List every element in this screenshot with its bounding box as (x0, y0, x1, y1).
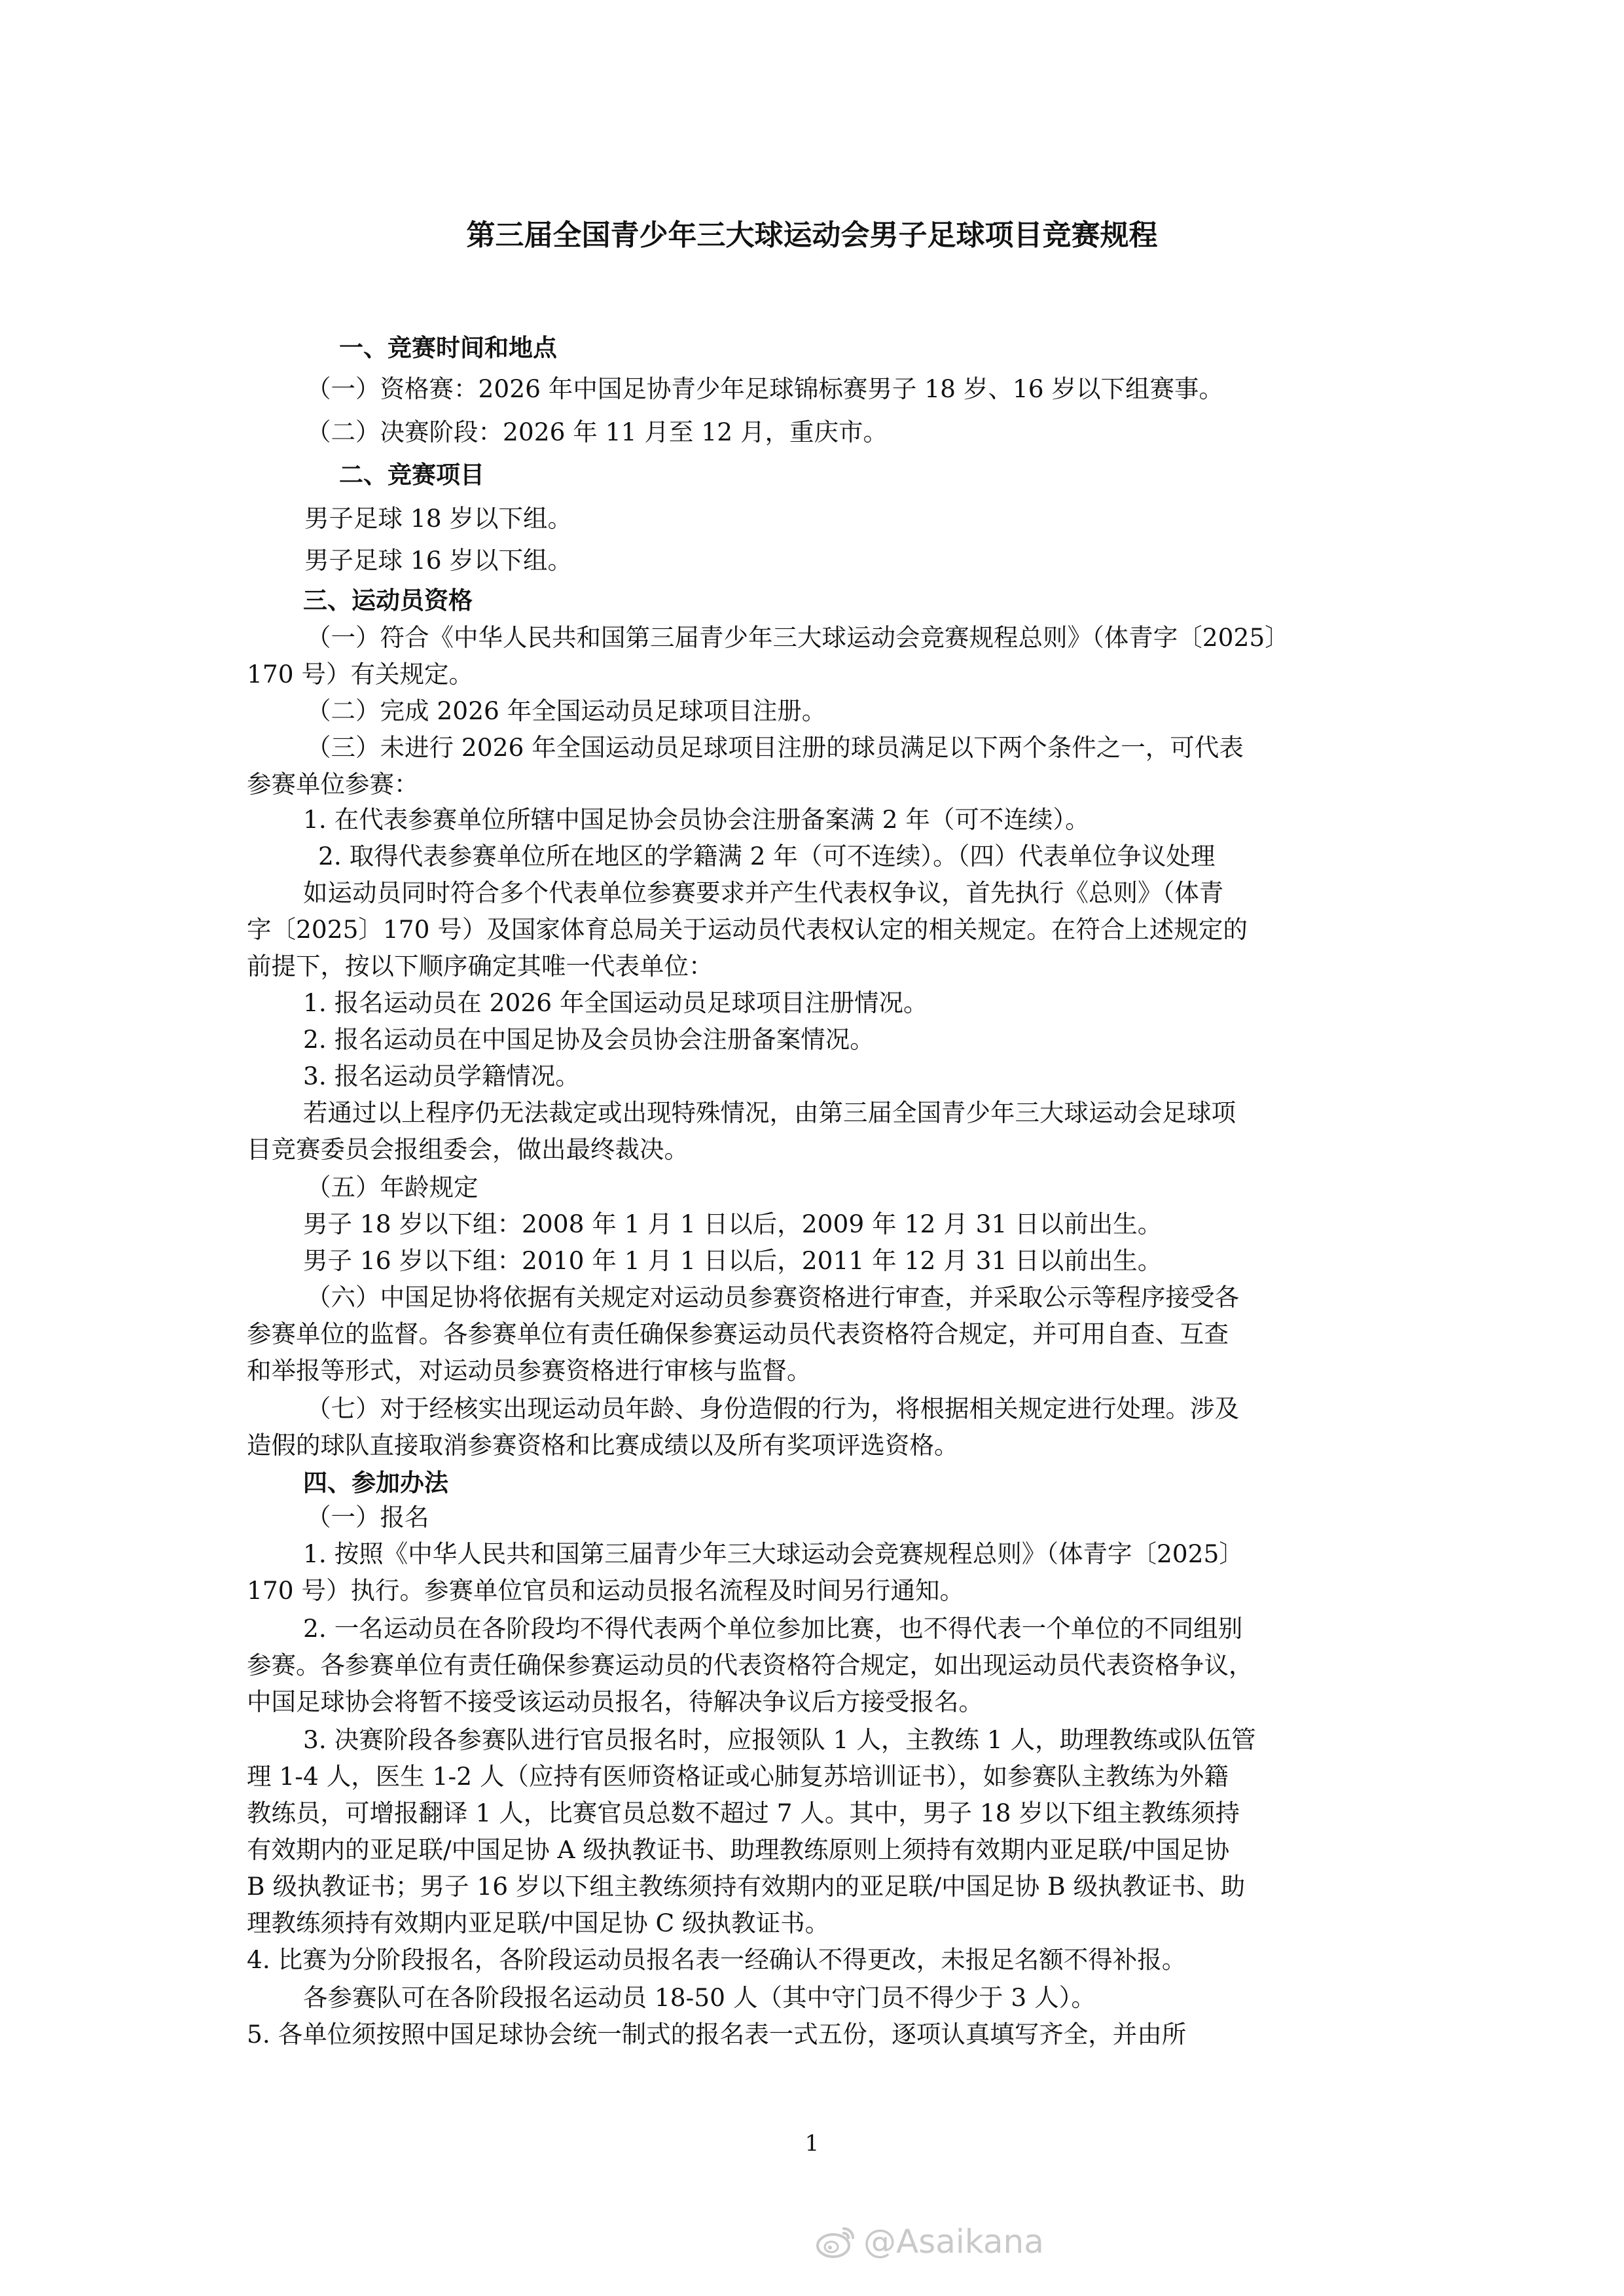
body-line: （六）中国足协将依据有关规定对运动员参赛资格进行审查，并采取公示等程序接受各 (306, 1283, 1239, 1312)
body-line: 有效期内的亚足联/中国足协 A 级执教证书、助理教练原则上须持有效期内亚足联/中国足协 (247, 1835, 1230, 1864)
section-heading-2: 二、竞赛项目 (339, 461, 484, 489)
body-line: 1. 报名运动员在 2026 年全国运动员足球项目注册情况。 (303, 988, 928, 1017)
body-line: 1. 按照《中华人民共和国第三届青少年三大球运动会竞赛规程总则》（体青字〔2025〕 (303, 1539, 1244, 1568)
body-line: 目竞赛委员会报组委会，做出最终裁决。 (247, 1135, 689, 1164)
body-line: 参赛单位参赛： (247, 770, 419, 798)
body-line: （一）报名 (306, 1503, 429, 1532)
body-line: 2. 取得代表参赛单位所在地区的学籍满 2 年（可不连续）。（四）代表单位争议处理 (318, 842, 1216, 870)
body-line: 男子 18 岁以下组：2008 年 1 月 1 日以后，2009 年 12 月 31 日以前出生。 (303, 1210, 1163, 1238)
body-line: 和举报等形式，对运动员参赛资格进行审核与监督。 (247, 1356, 812, 1385)
body-line: （二）完成 2026 年全国运动员足球项目注册。 (306, 696, 827, 725)
body-line: 170 号）执行。参赛单位官员和运动员报名流程及时间另行通知。 (247, 1576, 964, 1605)
body-line: 2. 报名运动员在中国足协及会员协会注册备案情况。 (303, 1025, 875, 1054)
section-heading-3: 三、运动员资格 (303, 586, 473, 615)
body-line: 3. 决赛阶段各参赛队进行官员报名时，应报领队 1 人，主教练 1 人，助理教练或队伍管 (303, 1725, 1256, 1754)
body-line: （五）年龄规定 (306, 1173, 478, 1202)
page-number: 1 (804, 2130, 820, 2157)
body-line: 理教练须持有效期内亚足联/中国足协 C 级执教证书。 (247, 1909, 830, 1937)
watermark (815, 2214, 1044, 2270)
body-line: 参赛。各参赛单位有责任确保参赛运动员的代表资格符合规定，如出现运动员代表资格争议， (247, 1651, 1254, 1679)
body-line: （七）对于经核实出现运动员年龄、身份造假的行为，将根据相关规定进行处理。涉及 (306, 1394, 1239, 1423)
body-line: 170 号）有关规定。 (247, 660, 473, 689)
body-line: 1. 在代表参赛单位所辖中国足协会员协会注册备案满 2 年（可不连续）。 (303, 805, 1090, 834)
body-line: 男子足球 16 岁以下组。 (304, 546, 573, 575)
body-line: 教练员，可增报翻译 1 人，比赛官员总数不超过 7 人。其中，男子 18 岁以下组主教练须持 (247, 1799, 1240, 1827)
body-line: （三）未进行 2026 年全国运动员足球项目注册的球员满足以下两个条件之一，可代表 (306, 733, 1244, 762)
watermark-text: @Asaikana (863, 2223, 1044, 2261)
body-line: 2. 一名运动员在各阶段均不得代表两个单位参加比赛，也不得代表一个单位的不同组别 (303, 1614, 1243, 1643)
body-line: 男子足球 18 岁以下组。 (304, 504, 573, 533)
body-line: 前提下，按以下顺序确定其唯一代表单位： (247, 952, 713, 980)
body-line: 5. 各单位须按照中国足球协会统一制式的报名表一式五份，逐项认真填写齐全，并由所 (247, 2020, 1187, 2049)
body-line: B 级执教证书；男子 16 岁以下组主教练须持有效期内的亚足联/中国足协 B 级执教证书、助 (247, 1872, 1246, 1901)
body-line: 男子 16 岁以下组：2010 年 1 月 1 日以后，2011 年 12 月 31 日以前出生。 (303, 1246, 1163, 1275)
body-line: 各参赛队可在各阶段报名运动员 18-50 人（其中守门员不得少于 3 人）。 (303, 1983, 1096, 2012)
body-line: （一）资格赛：2026 年中国足协青少年足球锦标赛男子 18 岁、16 岁以下组赛事。 (306, 374, 1224, 403)
body-line: 造假的球队直接取消参赛资格和比赛成绩以及所有奖项评选资格。 (247, 1431, 959, 1460)
body-line: 理 1-4 人，医生 1-2 人（应持有医师资格证或心肺复苏培训证书），如参赛队主教练为外籍 (247, 1762, 1229, 1791)
weibo-logo-icon (815, 2225, 857, 2259)
body-line: 如运动员同时符合多个代表单位参赛要求并产生代表权争议，首先执行《总则》（体青 (303, 878, 1224, 907)
body-line: （一）符合《中华人民共和国第三届青少年三大球运动会竞赛规程总则》（体青字〔2025〕 (306, 623, 1290, 652)
body-line: 参赛单位的监督。各参赛单位有责任确保参赛运动员代表资格符合规定，并可用自查、互查 (247, 1319, 1229, 1348)
body-line: 若通过以上程序仍无法裁定或出现特殊情况，由第三届全国青少年三大球运动会足球项 (303, 1098, 1236, 1127)
document-title: 第三届全国青少年三大球运动会男子足球项目竞赛规程 (466, 219, 1158, 252)
section-heading-1: 一、竞赛时间和地点 (339, 334, 557, 362)
body-line: 字〔2025〕170 号）及国家体育总局关于运动员代表权认定的相关规定。在符合上述规定的 (247, 915, 1248, 944)
body-line: （二）决赛阶段：2026 年 11 月至 12 月，重庆市。 (306, 418, 888, 446)
section-heading-4: 四、参加办法 (303, 1469, 448, 1497)
body-line: 3. 报名运动员学籍情况。 (303, 1062, 580, 1090)
body-line: 4. 比赛为分阶段报名，各阶段运动员报名表一经确认不得更改，未报足名额不得补报。 (247, 1945, 1187, 1974)
body-line: 中国足球协会将暂不接受该运动员报名，待解决争议后方接受报名。 (247, 1687, 983, 1716)
